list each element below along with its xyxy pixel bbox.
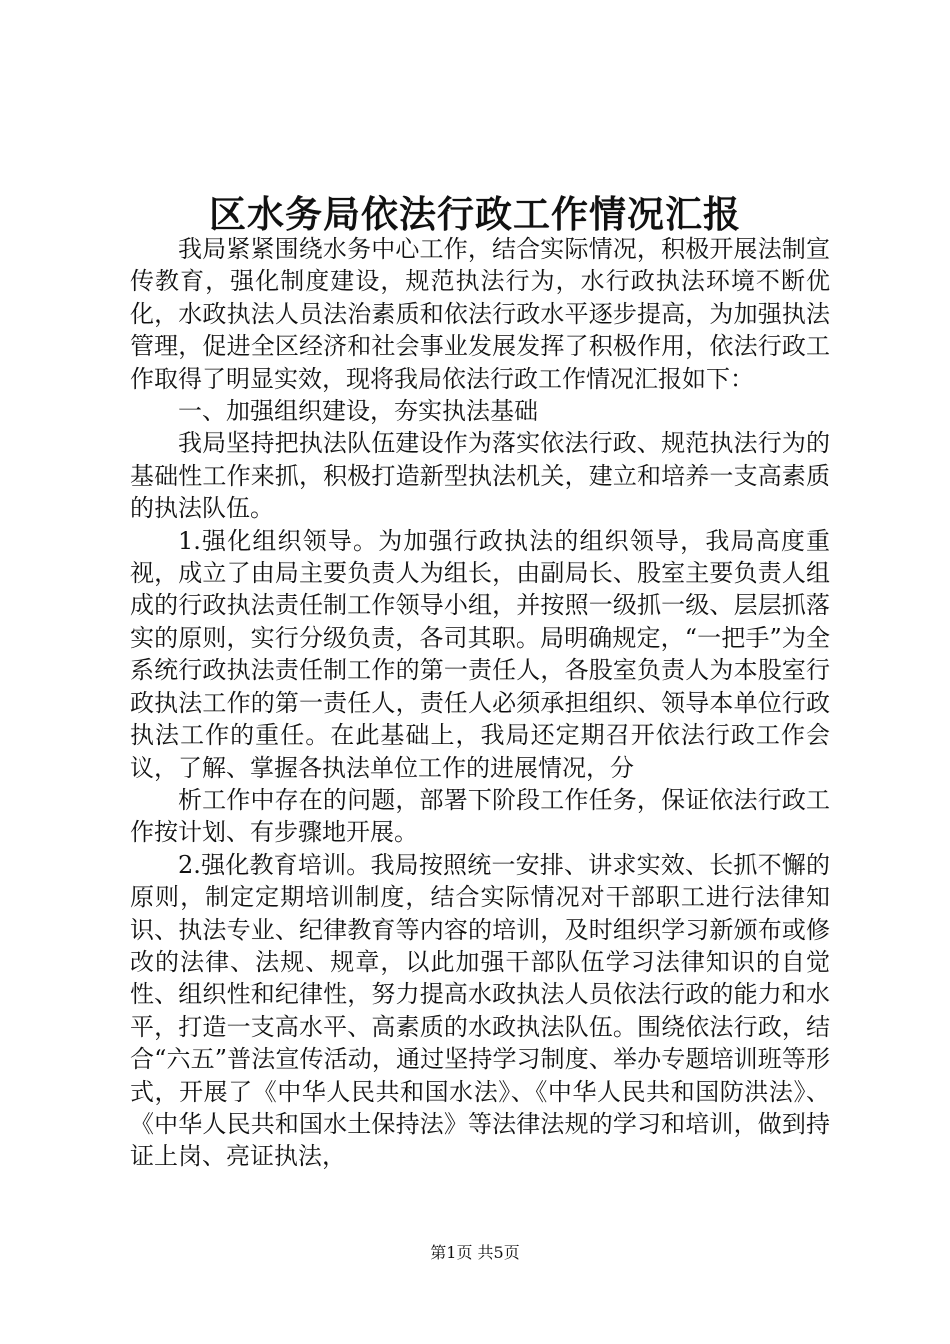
document-title: 区水务局依法行政工作情况汇报 [209,192,741,236]
page-number-footer: 第1页 共5页 [430,1243,520,1262]
section-1-paragraph: 我局坚持把执法队伍建设作为落实依法行政、规范执法行为的基础性工作来抓，积极打造新型执法机关，建立和培养一支高素质的执法队伍。 [130,429,830,523]
item-1-continuation-paragraph: 析工作中存在的问题，部署下阶段工作任务，保证依法行政工作按计划、有步骤地开展。 [130,785,830,847]
intro-paragraph: 我局紧紧围绕水务中心工作，结合实际情况，积极开展法制宣传教育，强化制度建设，规范执法行为，水行政执法环境不断优化，水政执法人员法治素质和依法行政水平逐步提高，为加强执法管理，促进全区经济和社会事业发展发挥了积极作用，依法行政工作取得了明显实效，现将我局依法行政工作情况汇报如下： [130,235,830,393]
item-1-paragraph: 1.强化组织领导。为加强行政执法的组织领导，我局高度重视，成立了由局主要负责人为组长，由副局长、股室主要负责人组成的行政执法责任制工作领导小组，并按照一级抓一级、层层抓落实的原则，实行分级负责，各司其职。局明确规定，“一把手”为全系统行政执法责任制工作的第一责任人，各股室负责人为本股室行政执法工作的第一责任人，责任人必须承担组织、领导本单位行政执法工作的重任。在此基础上，我局还定期召开依法行政工作会议，了解、掌握各执法单位工作的进展情况，分 [130,526,830,782]
item-2-paragraph: 2.强化教育培训。我局按照统一安排、讲求实效、长抓不懈的原则，制定定期培训制度，结合实际情况对干部职工进行法律知识、执法专业、纪律教育等内容的培训，及时组织学习新颁布或修改的法律、法规、规章，以此加强干部队伍学习法律知识的自觉性、组织性和纪律性，努力提高水政执法人员依法行政的能力和水平，打造一支高水平、高素质的水政执法队伍。围绕依法行政，结合“六五”普法宣传活动，通过坚持学习制度、举办专题培训班等形式，开展了《中华人民共和国水法》、《中华人民共和国防洪法》、《中华人民共和国水土保持法》等法律法规的学习和培训，做到持证上岗、亮证执法， [130,850,830,1171]
section-heading-1: 一、加强组织建设，夯实执法基础 [178,397,538,426]
document-body [130,233,830,1173]
